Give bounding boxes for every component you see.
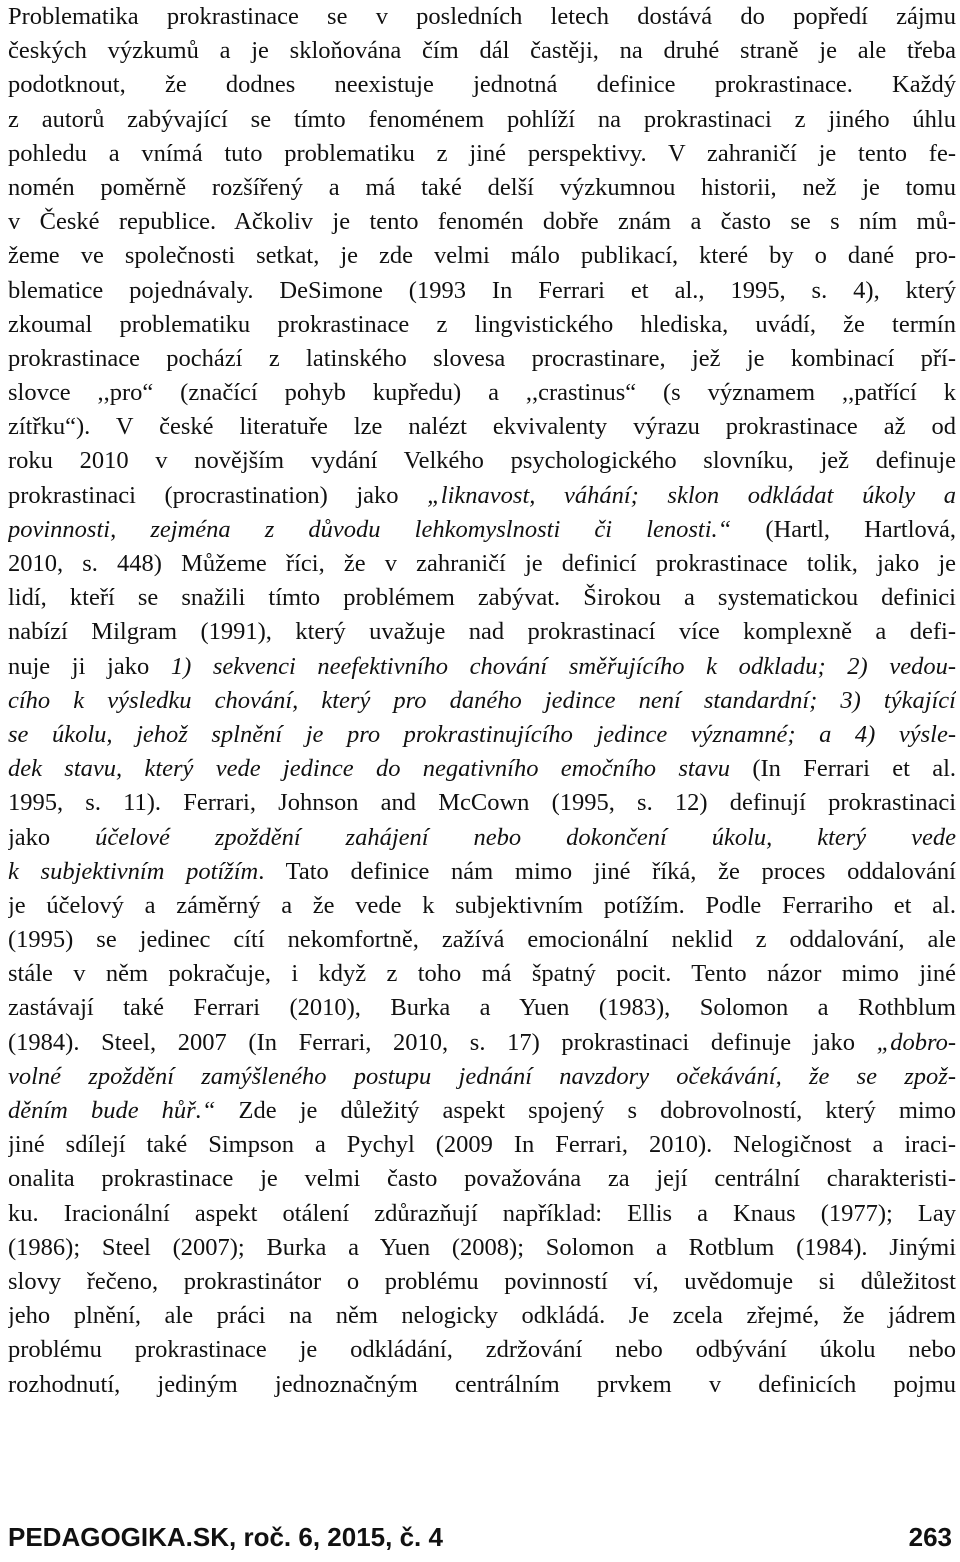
text-segment: z autorů zabývající se tímto fenoménem pohlíží na prokrastinaci z jiného úhlu [8, 105, 956, 133]
text-line [8, 1128, 956, 1162]
text-line [8, 547, 956, 581]
text-segment: jiné sdílejí také Simpson a Pychyl (2009 In Ferrari, 2010). Nelogičnost a iraci- [8, 1131, 956, 1159]
text-line [8, 615, 956, 649]
text-line [8, 68, 956, 102]
text-line [8, 137, 956, 171]
text-line [8, 1026, 956, 1060]
text-segment: prokrastinaci (procrastination) jako [8, 481, 428, 509]
text-line [8, 1368, 956, 1402]
italic-text-segment: povinnosti, zejména z důvodu lehkomyslnosti či lenosti.“ [8, 515, 732, 543]
text-segment: v České republice. Ačkoliv je tento fenomén dobře znám a často se s ním mů- [8, 208, 956, 236]
text-segment: 2010, s. 448) Můžeme říci, že v zahraničí je definicí prokrastinace tolik, jako je [8, 550, 956, 577]
italic-text-segment: volné zpoždění zamýšleného postupu jednání navzdory očekávání, že se zpož- [8, 1062, 956, 1090]
text-line [8, 410, 956, 444]
text-line [8, 718, 956, 752]
text-line [8, 1299, 956, 1333]
text-segment: je účelový a záměrný a že vede k subjektivním potížím. Podle Ferrariho et al. [8, 891, 956, 919]
text-line [8, 1094, 956, 1128]
italic-text-segment: 1) sekvenci neefektivního chování směřujícího k odkladu; 2) vedou- [170, 652, 956, 680]
text-line [8, 0, 956, 34]
text-segment: lidí, kteří se snažili tímto problémem zabývat. Širokou a systematickou definici [8, 584, 956, 612]
text-line [8, 479, 956, 513]
text-segment: podotknout, že dodnes neexistuje jednotná definice prokrastinace. Každý [8, 71, 956, 99]
text-line [8, 923, 956, 957]
text-segment: slovce ,,pro“ (značící pohyb kupředu) a ,,crastinus“ (s významem ,,patřící k [8, 379, 956, 407]
text-line [8, 376, 956, 410]
text-line [8, 342, 956, 376]
text-segment: roku 2010 v novějším vydání Velkého psychologického slovníku, jež definuje [8, 447, 956, 475]
text-segment: Zde je důležitý aspekt spojený s dobrovolností, který mimo [215, 1097, 956, 1124]
text-line [8, 650, 956, 684]
text-segment: onalita prokrastinace je velmi často považována za její centrální charakteristi- [8, 1165, 956, 1193]
text-line [8, 821, 956, 855]
text-line [8, 171, 956, 205]
text-segment: zkoumal problematiku prokrastinace z lingvistického hlediska, uvádí, že termín [8, 310, 956, 338]
text-segment: českých výzkumů a je skloňována čím dál častěji, na druhé straně je ale třeba [8, 37, 956, 65]
text-line [8, 239, 956, 273]
text-line [8, 205, 956, 239]
italic-text-segment: děním bude hůř.“ [8, 1097, 216, 1124]
text-line [8, 1265, 956, 1299]
text-segment: 1995, s. 11). Ferrari, Johnson and McCown (1995, s. 12) definují prokrastinaci [8, 789, 956, 817]
text-segment: (Hartl, Hartlová, [731, 515, 956, 543]
text-segment: zítřku“). V české literatuře lze nalézt ekvivalenty výrazu prokrastinace až od [8, 413, 956, 441]
italic-text-segment: k subjektivním potížím [8, 857, 259, 885]
text-line [8, 1060, 956, 1094]
text-line [8, 684, 956, 718]
text-line [8, 581, 956, 615]
text-line [8, 786, 956, 820]
text-segment: (1995) se jedinec cítí nekomfortně, zažívá emocionální neklid z oddalování, ale [8, 926, 956, 954]
text-segment: (1984). Steel, 2007 (In Ferrari, 2010, s. 17) prokrastinaci definuje jako [8, 1028, 877, 1056]
text-segment: nuje ji jako [8, 652, 171, 680]
text-line [8, 513, 956, 547]
text-segment: zastávají také Ferrari (2010), Burka a Yuen (1983), Solomon a Rothblum [8, 994, 956, 1022]
text-line [8, 889, 956, 923]
text-segment: ku. Iracionální aspekt otálení zdůrazňují například: Ellis a Knaus (1977); Lay [8, 1199, 956, 1227]
italic-text-segment: „liknavost, váhání; sklon odkládat úkoly a [427, 481, 956, 509]
italic-text-segment: účelové zpoždění zahájení nebo dokončení úkolu, který vede [95, 823, 956, 851]
text-line [8, 855, 956, 889]
page-footer [8, 1519, 956, 1555]
text-line [8, 1162, 956, 1196]
journal-citation: PEDAGOGIKA.SK, roč. 6, 2015, č. 4 [8, 1522, 443, 1552]
text-line [8, 308, 956, 342]
text-segment: slovy řečeno, prokrastinátor o problému povinností ví, uvědomuje si důležitost [8, 1267, 956, 1295]
text-line [8, 991, 956, 1025]
body-text [8, 0, 956, 1402]
text-segment: nomén poměrně rozšířený a má také delší výzkumnou historii, než je tomu [8, 173, 956, 201]
text-segment: pohledu a vnímá tuto problematiku z jiné perspektivy. V zahraničí je tento fe- [8, 139, 956, 167]
text-segment: (In Ferrari et al. [730, 755, 956, 783]
italic-text-segment: dek stavu, který vede jedince do negativního emočního stavu [8, 755, 731, 783]
text-segment: Problematika prokrastinace se v posledních letech dostává do popředí zájmu [8, 3, 956, 30]
text-line [8, 444, 956, 478]
page-number: 263 [908, 1522, 952, 1552]
text-line [8, 34, 956, 68]
italic-text-segment: cího k výsledku chování, který pro daného jedince není standardní; 3) týkající [8, 686, 956, 714]
text-segment: prokrastinace pochází z latinského slovesa procrastinare, jež je kombinací pří- [8, 344, 956, 372]
text-segment: rozhodnutí, jediným jednoznačným centrálním prvkem v definicích pojmu [8, 1370, 956, 1398]
text-segment: žeme ve společnosti setkat, je zde velmi málo publikací, které by o dané pro- [8, 242, 956, 270]
text-line [8, 1333, 956, 1367]
text-segment: stále v něm pokračuje, i když z toho má špatný pocit. Tento názor mimo jiné [8, 960, 956, 988]
text-line [8, 957, 956, 991]
text-segment: nabízí Milgram (1991), který uvažuje nad prokrastinací více komplexně a defi- [8, 618, 956, 646]
text-segment: jeho plnění, ale práci na něm nelogicky odkládá. Je zcela zřejmé, že jádrem [8, 1302, 956, 1330]
italic-text-segment: se úkolu, jehož splnění je pro prokrastinujícího jedince významné; a 4) výsle- [8, 720, 956, 748]
text-segment: jako [8, 823, 96, 851]
text-segment: . Tato definice nám mimo jiné říká, že proces oddalování [258, 857, 956, 885]
text-line [8, 752, 956, 786]
text-line [8, 103, 956, 137]
text-segment: blematice pojednávaly. DeSimone (1993 In Ferrari et al., 1995, s. 4), který [8, 276, 956, 304]
text-line [8, 1231, 956, 1265]
text-segment: problému prokrastinace je odkládání, zdržování nebo odbývání úkolu nebo [8, 1336, 956, 1364]
italic-text-segment: „dobro- [876, 1028, 956, 1056]
text-segment: (1986); Steel (2007); Burka a Yuen (2008); Solomon a Rotblum (1984). Jinými [8, 1233, 956, 1261]
text-line [8, 274, 956, 308]
text-line [8, 1197, 956, 1231]
